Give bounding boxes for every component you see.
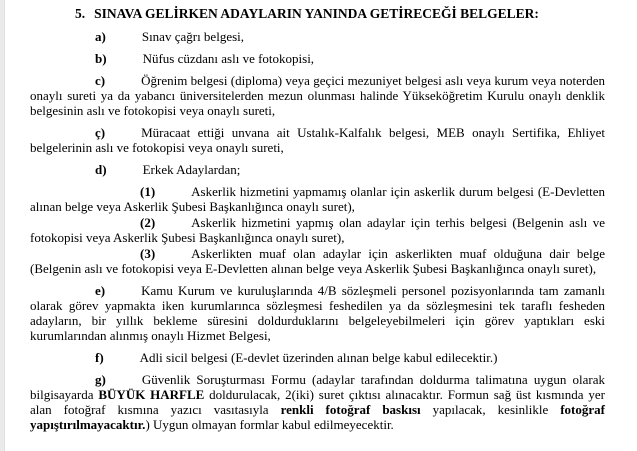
paragraph-1 <box>30 184 605 214</box>
item-label: c) <box>95 73 106 88</box>
text-run: Sınav çağrı belgesi, <box>141 29 245 44</box>
item-label: (1) <box>140 184 156 199</box>
text-run: Nüfus cüzdanı aslı ve fotokopisi, <box>142 51 315 66</box>
document-body <box>30 29 605 432</box>
item-label: g) <box>95 372 106 387</box>
bold-text-run: fotoğraf yapıştırılmayacaktır. <box>30 402 605 432</box>
item-label: b) <box>95 51 107 66</box>
section-number: 5. <box>75 6 86 21</box>
text-run: Erkek Adaylardan; <box>142 162 241 177</box>
item-label: ç) <box>95 125 106 140</box>
paragraph-3 <box>30 246 605 276</box>
text-run: Askerlik hizmetini yapmış olan adaylar için terhis belgesi (Belgenin aslı ve fotokopisi veya Askerlik Şubesi Başkanlığınca onaylı suret), <box>30 215 605 245</box>
paragraph-ç <box>30 125 605 155</box>
section-heading <box>30 6 605 21</box>
paragraph-d <box>30 162 605 177</box>
bold-text-run: renkli fotoğraf baskısı <box>280 402 421 417</box>
text-run: Güvenlik Soruşturması Formu (adaylar tarafından doldurma talimatına uygun olarak bilgisayarda <box>30 372 605 402</box>
paragraph-e <box>30 283 605 343</box>
text-run: Askerlikten muaf olan adaylar için askerlikten muaf olduğuna dair belge (Belgenin aslı ve fotokopisi veya E-Devletten alınan belge veya Askerlik Şubesi Başkanlığınca onaylı suret), <box>30 246 605 276</box>
paragraph-b <box>30 51 605 66</box>
item-label: (3) <box>140 246 156 261</box>
paragraph-f <box>30 350 605 365</box>
item-label: f) <box>95 350 104 365</box>
item-label: (2) <box>140 215 156 230</box>
paragraph-2 <box>30 215 605 245</box>
section-title: SINAVA GELİRKEN ADAYLARIN YANINDA GETİRECEĞİ BELGELER: <box>94 6 539 21</box>
page-edge <box>0 0 5 451</box>
text-run: Müracaat ettiği unvana ait Ustalık-Kalfalık belgesi, MEB onaylı Sertifika, Ehliyet belgelerinin aslı ve fotokopisi veya onaylı sureti, <box>30 125 605 155</box>
paragraph-a <box>30 29 605 44</box>
item-label: a) <box>95 29 106 44</box>
paragraph-g <box>30 372 605 432</box>
text-run: Öğrenim belgesi (diploma) veya geçici mezuniyet belgesi aslı veya kurum veya noterden onaylı sureti ya da yabancı üniversitelerden mezun olunması halinde Yükseköğretim Kurulu onaylı denklik belgesinin aslı ve fotokopisi veya onaylı sureti, <box>30 73 605 118</box>
text-run: Kamu Kurum ve kuruluşlarında 4/B sözleşmeli personel pozisyonlarında tam zamanlı olarak görev yapmakta iken kurumlarınca sözleşmesi feshedilen ya da sözleşmesini tek taraflı fesheden adayların, bir yıllık bekleme süresini doldurduklarını belgeleyebilmeleri için görev yaptıkları eski kurumlarından alınmış onaylı Hizmet Belgesi, <box>30 283 605 343</box>
text-run: doldurulacak, 2(iki) suret çıktısı alınacaktır. Formun sağ üst kısmında yer alan fotoğraf kısmına yazıcı vasıtasıyla <box>30 387 605 417</box>
text-run: Askerlik hizmetini yapmamış olanlar için askerlik durum belgesi (E-Devletten alınan belge veya Askerlik Şubesi Başkanlığınca onaylı suret), <box>30 184 605 214</box>
item-label: e) <box>95 283 106 298</box>
bold-text-run: BÜYÜK HARFLE <box>98 387 205 402</box>
text-run: yapılacak, kesinlikle <box>420 402 561 417</box>
text-run: Adli sicil belgesi (E-devlet üzerinden alınan belge kabul edilecektir.) <box>139 350 498 365</box>
text-run: ) Uygun olmayan formlar kabul edilmeyecektir. <box>145 417 394 432</box>
item-label: d) <box>95 162 107 177</box>
paragraph-c <box>30 73 605 118</box>
